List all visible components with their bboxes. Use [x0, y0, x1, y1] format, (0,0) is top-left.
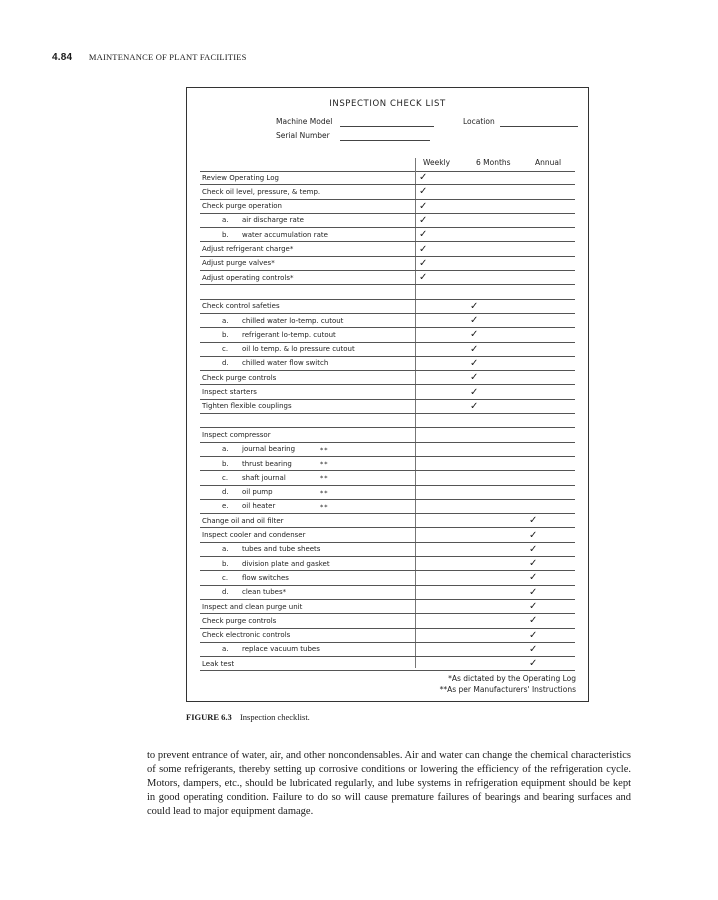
- table-row: [200, 285, 575, 299]
- table-row: [200, 371, 575, 385]
- row-label: [202, 302, 280, 310]
- row-label: [222, 345, 355, 353]
- table-row: [200, 614, 575, 628]
- row-text: thrust bearing: [242, 459, 292, 468]
- row-label: [202, 617, 276, 625]
- row-text: shaft journal: [242, 473, 286, 482]
- row-label: [202, 202, 282, 210]
- row-text: Inspect compressor: [202, 430, 271, 439]
- caption-text: Inspection checklist.: [239, 712, 310, 722]
- table-row: [200, 443, 575, 457]
- row-text: Check purge controls: [202, 616, 277, 625]
- row-text: Check purge operation: [202, 202, 282, 211]
- row-label: [222, 560, 330, 568]
- check-mark-icon: ✓: [529, 586, 538, 598]
- row-sub-letter: a.: [222, 645, 229, 654]
- row-text: clean tubes*: [242, 588, 287, 597]
- row-text: Review Operating Log: [202, 173, 279, 182]
- table-row: [200, 386, 575, 400]
- row-label: [222, 317, 343, 325]
- row-label: [202, 174, 279, 182]
- column-annual: Annual: [535, 158, 562, 167]
- check-mark-icon: ✓: [470, 343, 479, 355]
- table-row: [200, 343, 575, 357]
- manufacturer-note-marker: **: [320, 488, 329, 497]
- check-mark-icon: ✓: [419, 186, 428, 198]
- running-title: MAINTENANCE OF PLANT FACILITIES: [88, 52, 247, 62]
- manufacturer-note-marker: **: [320, 445, 329, 454]
- check-mark-icon: ✓: [470, 357, 479, 369]
- table-row: [200, 328, 575, 342]
- check-mark-icon: ✓: [419, 243, 428, 255]
- row-text: Leak test: [202, 659, 235, 668]
- manufacturer-note-marker: **: [320, 474, 329, 483]
- table-row: [200, 243, 575, 257]
- row-text: Check electronic controls: [202, 631, 291, 640]
- row-text: oil lo temp. & lo pressure cutout: [242, 345, 355, 354]
- table-row: [200, 257, 575, 271]
- row-label: [222, 359, 328, 367]
- row-label: [222, 460, 292, 468]
- table-row: [200, 271, 575, 285]
- row-sub-letter: b.: [222, 230, 229, 239]
- table-row: [200, 214, 575, 228]
- location-line: [500, 126, 578, 127]
- table-row: [200, 200, 575, 214]
- check-mark-icon: ✓: [529, 515, 538, 527]
- check-mark-icon: ✓: [470, 372, 479, 384]
- row-sub-letter: d.: [222, 588, 229, 597]
- row-label: [222, 588, 286, 596]
- check-mark-icon: ✓: [470, 300, 479, 312]
- page-number: 4.84: [52, 52, 73, 63]
- row-label: [222, 216, 304, 224]
- footnote-single-asterisk: *As dictated by the Operating Log: [448, 674, 576, 683]
- row-text: Check purge controls: [202, 373, 277, 382]
- row-sub-letter: b.: [222, 459, 229, 468]
- table-row: [200, 471, 575, 485]
- table-row: [200, 300, 575, 314]
- row-text: water accumulation rate: [242, 230, 328, 239]
- check-mark-icon: ✓: [419, 214, 428, 226]
- row-sub-letter: c.: [222, 473, 229, 482]
- row-text: chilled water flow switch: [242, 359, 329, 368]
- check-mark-icon: ✓: [529, 543, 538, 555]
- table-row: [200, 486, 575, 500]
- table-row: [200, 571, 575, 585]
- check-mark-icon: ✓: [419, 272, 428, 284]
- row-label: [202, 660, 234, 668]
- table-row: [200, 400, 575, 414]
- column-6-months: 6 Months: [476, 158, 511, 167]
- row-label: [202, 517, 284, 525]
- form-title: INSPECTION CHECK LIST: [329, 99, 446, 109]
- machine-model-line: [340, 126, 434, 127]
- row-text: Inspect starters: [202, 388, 257, 396]
- row-sub-letter: c.: [222, 573, 229, 582]
- row-sub-letter: a.: [222, 316, 229, 325]
- table-row: [200, 171, 575, 185]
- table-row: [200, 457, 575, 471]
- caption-label: FIGURE 6.3: [186, 712, 232, 722]
- row-text: journal bearing: [242, 445, 296, 454]
- row-label: [202, 259, 275, 267]
- table-row: [200, 185, 575, 199]
- row-text: chilled water lo-temp. cutout: [242, 316, 344, 325]
- row-text: Change oil and oil filter: [202, 516, 284, 525]
- check-mark-icon: ✓: [529, 558, 538, 570]
- column-weekly: Weekly: [423, 158, 451, 167]
- table-row: [200, 657, 575, 671]
- row-label: [222, 574, 289, 582]
- check-mark-icon: ✓: [419, 172, 428, 183]
- row-text: Check control safeties: [202, 302, 280, 311]
- row-label: [202, 245, 293, 253]
- row-label: [222, 331, 336, 339]
- table-row: [200, 557, 575, 571]
- table-row: [200, 414, 575, 428]
- row-text: oil pump: [242, 488, 273, 497]
- figure-caption: [186, 712, 310, 722]
- row-sub-letter: e.: [222, 502, 229, 511]
- check-mark-icon: ✓: [419, 200, 428, 212]
- row-text: air discharge rate: [242, 216, 304, 225]
- row-sub-letter: a.: [222, 545, 229, 554]
- row-text: Tighten flexible couplings: [202, 402, 292, 411]
- row-text: tubes and tube sheets: [242, 545, 321, 554]
- row-label: [202, 188, 320, 196]
- table-row: [200, 314, 575, 328]
- manufacturer-note-marker: **: [320, 460, 329, 468]
- body-paragraph: to prevent entrance of water, air, and other noncondensables. Air and water can change the chemical characteristics of some refrigerants, thereby setting up corrosive conditions or lowering the efficiency of the refrigeration cycle. Motors, dampers, etc., should be lubricated regularly, and lube systems in refrigeration equipment should be kept in good operating condition. Failure to do so will cause premature failures of bearings and bearing surfaces and could lead to major equipment damage.: [147, 750, 631, 818]
- table-row: [200, 357, 575, 371]
- row-sub-letter: d.: [222, 359, 229, 368]
- table-row: [200, 514, 575, 528]
- check-mark-icon: ✓: [529, 658, 538, 670]
- row-label: [202, 374, 276, 382]
- table-row: [200, 586, 575, 600]
- check-mark-icon: ✓: [529, 601, 538, 612]
- row-sub-letter: d.: [222, 488, 229, 497]
- serial-number-line: [340, 140, 430, 141]
- manufacturer-note-marker: **: [320, 502, 329, 511]
- row-label: [202, 388, 257, 396]
- check-mark-icon: ✓: [470, 386, 479, 398]
- row-label: [202, 402, 292, 410]
- row-label: [222, 474, 286, 482]
- row-label: [202, 431, 271, 439]
- row-label: [222, 545, 320, 553]
- table-row: [200, 543, 575, 557]
- check-mark-icon: ✓: [419, 229, 428, 241]
- check-mark-icon: ✓: [419, 257, 428, 269]
- row-label: [222, 645, 320, 653]
- page-header: [52, 52, 247, 63]
- row-sub-letter: a.: [222, 216, 229, 225]
- table-row: [200, 629, 575, 643]
- check-mark-icon: ✓: [470, 400, 479, 412]
- check-mark-icon: ✓: [470, 329, 479, 341]
- inspection-checklist-figure: [186, 87, 589, 702]
- check-mark-icon: ✓: [529, 629, 538, 641]
- row-text: flow switches: [242, 573, 289, 582]
- check-mark-icon: ✓: [529, 529, 538, 541]
- location-label: Location: [463, 117, 495, 126]
- row-text: Adjust refrigerant charge*: [202, 245, 294, 253]
- row-label: [202, 603, 302, 611]
- check-mark-icon: ✓: [529, 643, 538, 655]
- check-mark-icon: ✓: [470, 315, 479, 326]
- row-label: [202, 631, 290, 639]
- table-row: [200, 500, 575, 514]
- row-text: Adjust purge valves*: [202, 259, 275, 268]
- table-row: [200, 228, 575, 242]
- row-text: oil heater: [242, 502, 276, 511]
- table-row: [200, 643, 575, 657]
- row-text: replace vacuum tubes: [242, 645, 320, 654]
- row-text: Adjust operating controls*: [202, 273, 294, 282]
- row-text: Inspect and clean purge unit: [202, 602, 303, 611]
- row-text: refrigerant lo-temp. cutout: [242, 330, 336, 339]
- check-mark-icon: ✓: [529, 615, 538, 627]
- row-label: [222, 488, 273, 496]
- row-sub-letter: c.: [222, 345, 229, 354]
- serial-number-label: Serial Number: [276, 131, 330, 140]
- row-sub-letter: a.: [222, 445, 229, 454]
- machine-model-label: Machine Model: [276, 117, 333, 126]
- footnote-double-asterisk: **As per Manufacturers' Instructions: [439, 685, 576, 694]
- table-row: [200, 428, 575, 442]
- row-text: Check oil level, pressure, & temp.: [202, 187, 321, 196]
- table-row: [200, 529, 575, 543]
- row-label: [222, 502, 275, 510]
- row-label: [202, 274, 294, 282]
- check-mark-icon: ✓: [529, 572, 538, 584]
- row-sub-letter: b.: [222, 559, 229, 568]
- row-label: [222, 445, 295, 453]
- row-label: [202, 531, 305, 539]
- row-text: division plate and gasket: [242, 559, 330, 568]
- row-sub-letter: b.: [222, 330, 229, 339]
- table-row: [200, 600, 575, 614]
- row-text: Inspect cooler and condenser: [202, 531, 306, 539]
- row-label: [222, 231, 328, 239]
